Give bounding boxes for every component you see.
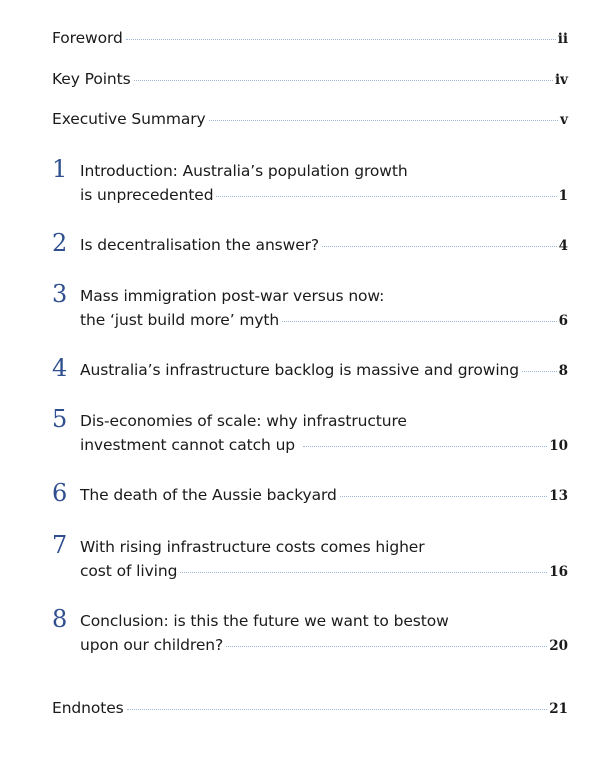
chapter-number: 5 <box>52 405 68 433</box>
chapter-title-line: Mass immigration post-war versus now: <box>80 287 385 305</box>
toc-entry-label: Executive Summary <box>52 110 206 128</box>
dotted-leader <box>126 39 556 40</box>
toc-chapter-7[interactable] <box>52 531 568 586</box>
toc-page-number: 13 <box>549 488 568 504</box>
chapter-number: 1 <box>52 155 68 183</box>
chapter-title-line: With rising infrastructure costs comes higher <box>80 538 425 556</box>
dotted-leader <box>216 196 556 197</box>
toc-page-number: 4 <box>558 238 568 254</box>
chapter-title-line: Is decentralisation the answer? <box>80 236 320 254</box>
chapter-number: 2 <box>52 229 68 257</box>
dotted-leader <box>226 646 547 647</box>
toc-entry-foreword[interactable] <box>52 29 568 53</box>
toc-chapter-6[interactable] <box>52 479 568 510</box>
chapter-title-line: upon our children? <box>80 636 224 654</box>
toc-page-number: 10 <box>549 438 568 454</box>
chapter-number: 3 <box>52 280 68 308</box>
chapter-title-line: investment cannot catch up <box>80 436 296 454</box>
toc-page-number: 21 <box>549 701 568 717</box>
dotted-leader <box>322 246 557 247</box>
toc-chapter-2[interactable] <box>52 229 568 260</box>
chapter-title-line: Dis-economies of scale: why infrastructure <box>80 412 407 430</box>
toc-page-number: 6 <box>558 313 568 329</box>
dotted-leader <box>134 80 553 81</box>
toc-chapter-8[interactable] <box>52 605 568 660</box>
chapter-title-line: Australia’s infrastructure backlog is massive and growing <box>80 361 519 379</box>
toc-page-number: 16 <box>549 564 568 580</box>
toc-entry-label: Foreword <box>52 29 123 47</box>
toc-chapter-3[interactable] <box>52 280 568 335</box>
toc-chapter-5[interactable] <box>52 405 568 460</box>
toc-page-number: iv <box>555 72 568 88</box>
chapter-number: 6 <box>52 479 68 507</box>
dotted-leader <box>180 572 547 573</box>
toc-page-number: ii <box>557 31 568 47</box>
toc-page-number: 8 <box>558 363 568 379</box>
toc-page-number: 1 <box>558 188 568 204</box>
chapter-title-line: The death of the Aussie backyard <box>80 486 337 504</box>
toc-chapter-4[interactable] <box>52 354 568 385</box>
toc-chapter-1[interactable] <box>52 155 568 210</box>
chapter-number: 8 <box>52 605 68 633</box>
chapter-title-line: Conclusion: is this the future we want to bestow <box>80 612 449 630</box>
toc-page-number: v <box>560 112 568 128</box>
chapter-title-line: Introduction: Australia’s population growth <box>80 162 408 180</box>
chapter-number: 7 <box>52 531 68 559</box>
dotted-leader <box>282 321 556 322</box>
toc-entry-label: Key Points <box>52 70 131 88</box>
toc-page-number: 20 <box>549 638 568 654</box>
dotted-leader <box>209 120 559 121</box>
toc-entry-key-points[interactable] <box>52 70 568 94</box>
toc-entry-endnotes[interactable] <box>52 699 568 723</box>
chapter-number: 4 <box>52 354 68 382</box>
chapter-title-line: the ‘just build more’ myth <box>80 311 280 329</box>
toc-entry-executive-summary[interactable] <box>52 110 568 134</box>
dotted-leader <box>303 446 547 447</box>
chapter-title-line: cost of living <box>80 562 178 580</box>
chapter-title-line: is unprecedented <box>80 186 214 204</box>
dotted-leader <box>340 496 547 497</box>
dotted-leader <box>522 371 557 372</box>
toc-entry-label: Endnotes <box>52 699 124 717</box>
dotted-leader <box>127 709 548 710</box>
